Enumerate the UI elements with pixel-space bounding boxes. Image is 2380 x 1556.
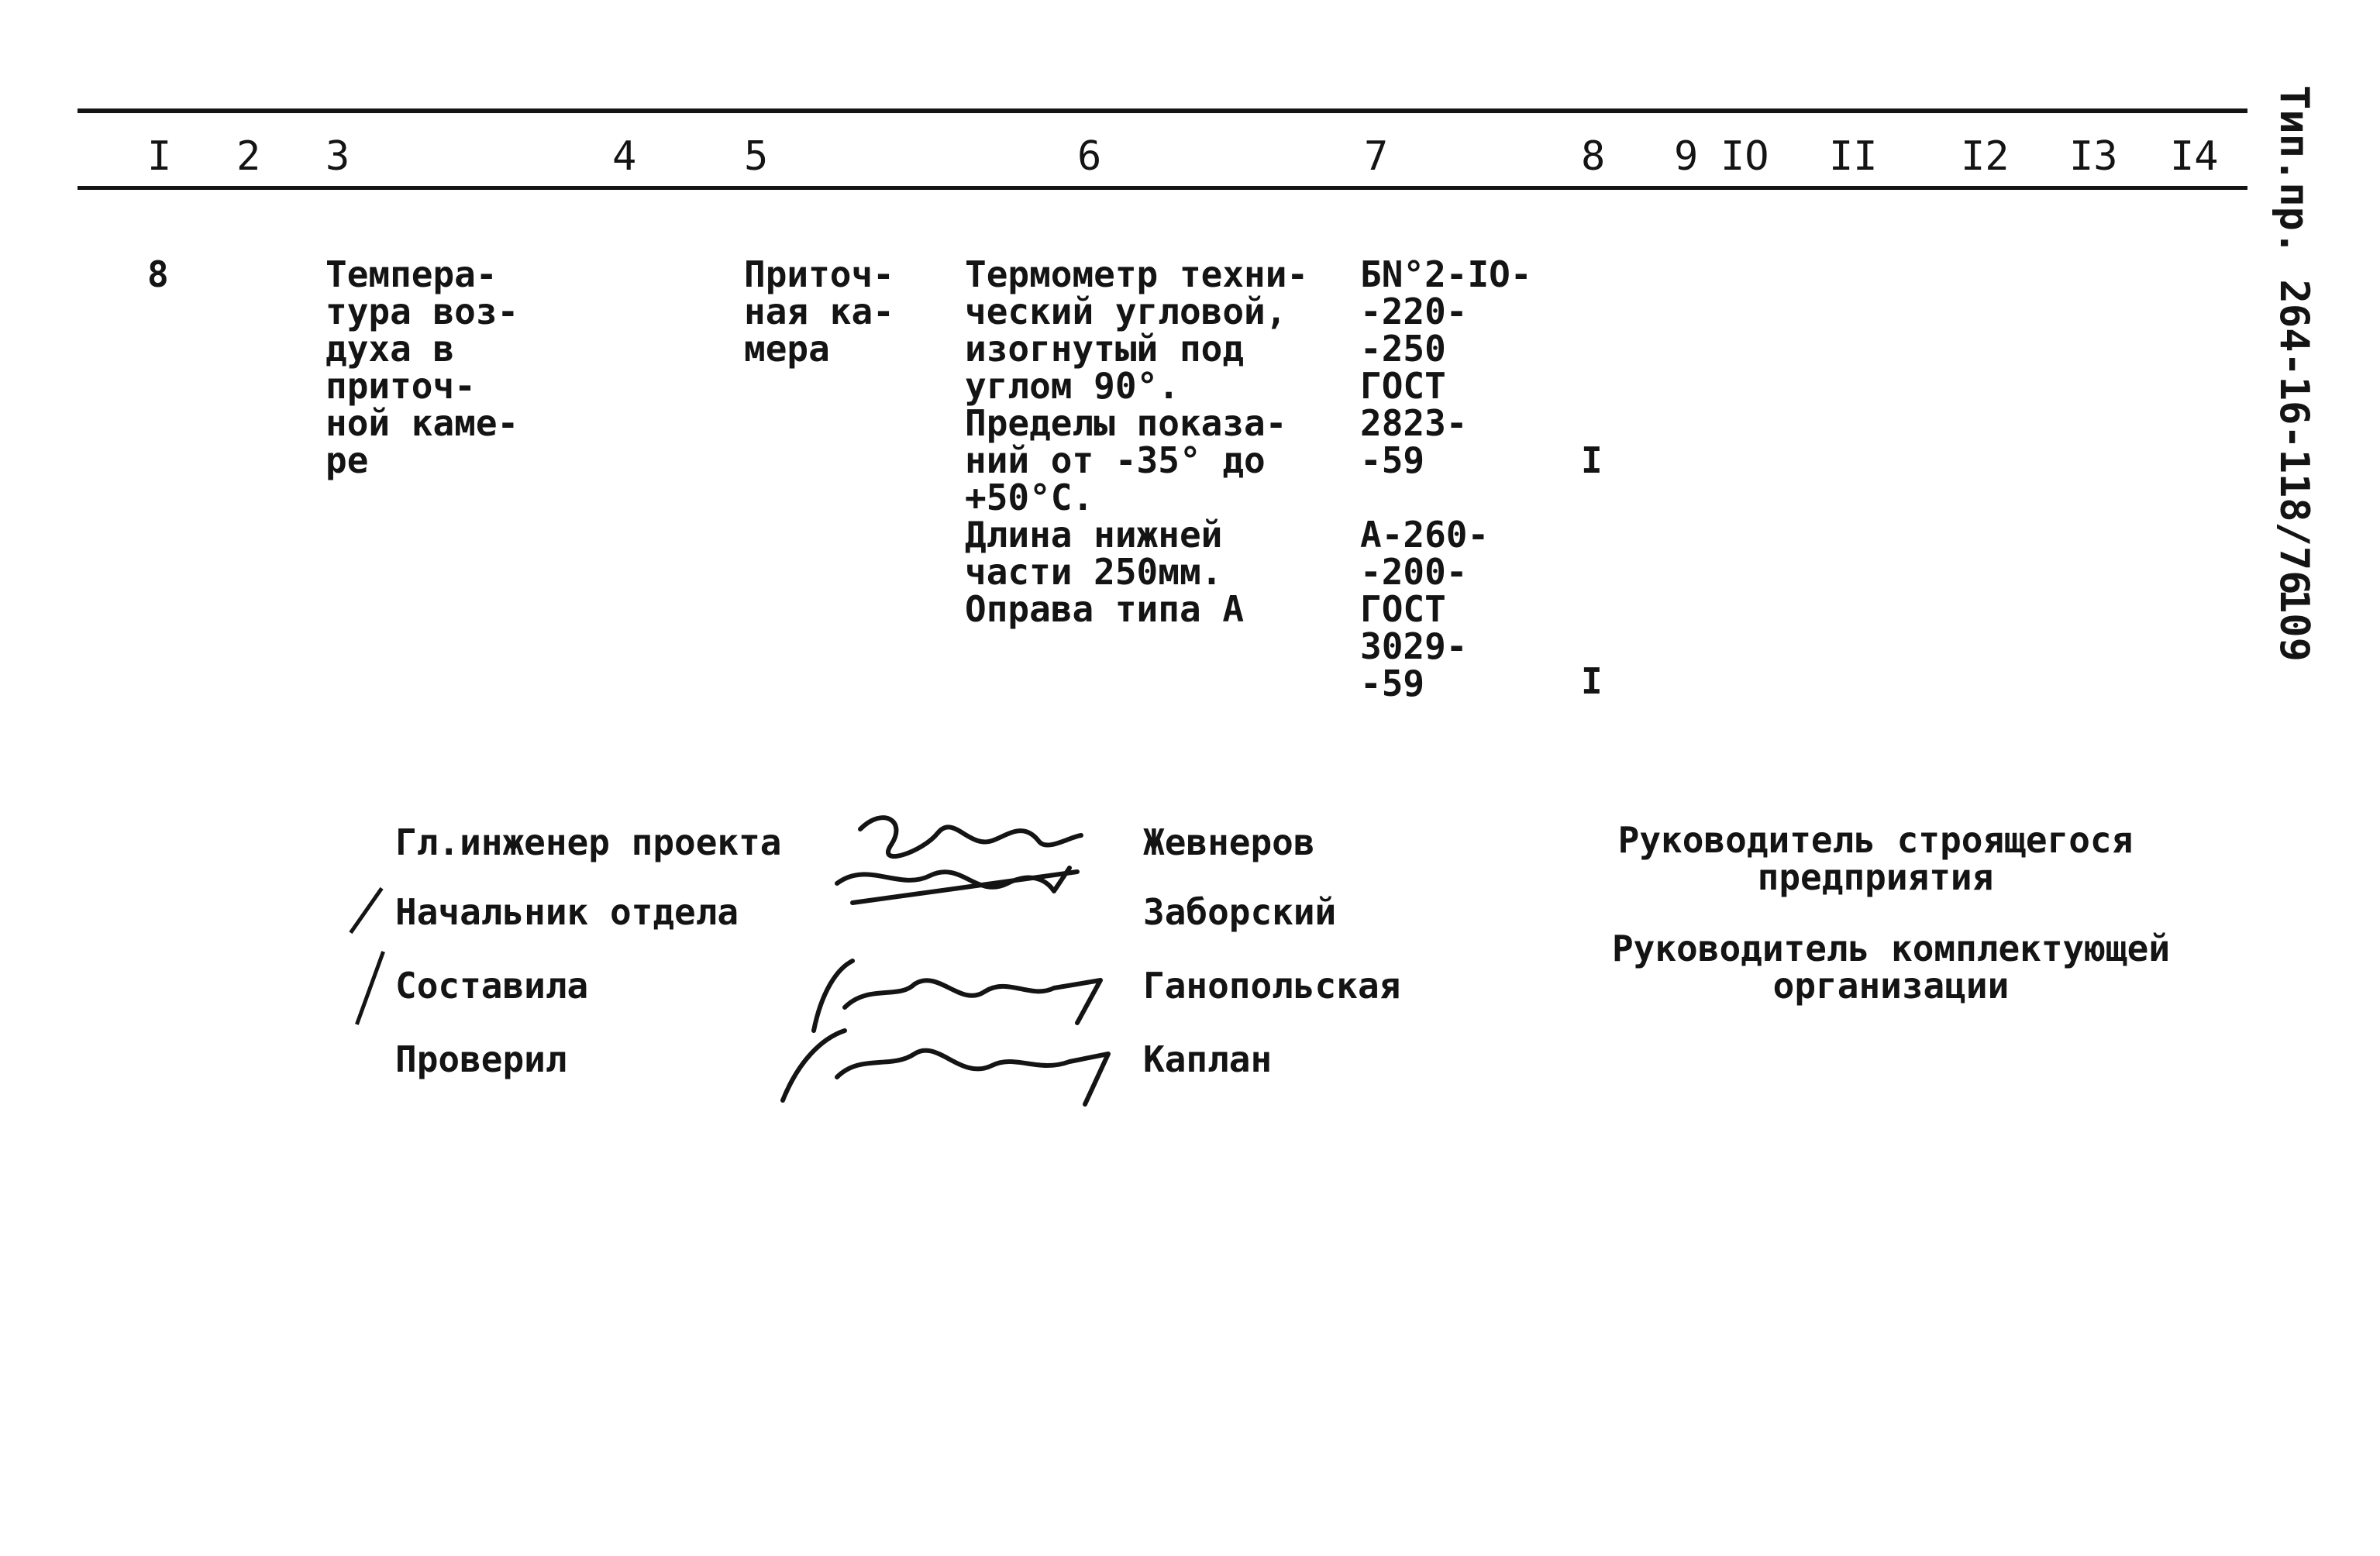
signature-role: Проверил [395, 1038, 567, 1080]
signature-scribble [837, 868, 1077, 903]
signature-name: Жевнеров [1143, 821, 1315, 863]
document-code: Тип.пр. 264-16-118/76 [2271, 85, 2317, 595]
column-number: 8 [1581, 133, 1606, 180]
signature-name: Ганопольская [1143, 965, 1401, 1007]
column-number: 3 [325, 133, 350, 180]
quantity-cell-1: I [1581, 439, 1603, 481]
parameter-cell: Темпера- тура воз- духа в приточ- ной каме- ре [325, 253, 519, 481]
spec-cell-2: А-260- -200- ГОСТ 3029- -59 [1360, 514, 1490, 704]
quantity-cell-2: I [1581, 660, 1603, 702]
column-number: 9 [1674, 133, 1699, 180]
column-number: II [1829, 133, 1878, 180]
column-number: I2 [1961, 133, 2010, 180]
signature-scribble [783, 1031, 1108, 1104]
column-number: 7 [1364, 133, 1389, 180]
column-number: 5 [744, 133, 769, 180]
column-number: 4 [612, 133, 637, 180]
column-number: 2 [236, 133, 261, 180]
approval-label: Руководитель комплектующей организации [1611, 928, 2171, 1007]
page-number: 109 [2271, 589, 2317, 662]
column-number: IO [1720, 133, 1769, 180]
signature-name: Заборский [1143, 891, 1337, 933]
column-number: 6 [1077, 133, 1102, 180]
row-number: 8 [147, 253, 169, 295]
column-number: I4 [2170, 133, 2219, 180]
signature-role: Гл.инженер проекта [395, 821, 782, 863]
column-number: I [147, 133, 172, 180]
location-cell: Приточ- ная ка- мера [744, 253, 894, 370]
signature-name: Каплан [1143, 1038, 1273, 1080]
spec-cell-1: БN°2-IO- -220- -250 ГОСТ 2823- -59 [1360, 253, 1532, 481]
approval-label: Руководитель строящегося предприятия [1617, 819, 2134, 898]
device-description-2: Длина нижней части 250мм. Оправа типа А [965, 514, 1245, 630]
signature-scribble [860, 818, 1081, 856]
column-number: I3 [2069, 133, 2118, 180]
signature-scribble [814, 961, 1100, 1031]
signature-role: Составила [395, 965, 589, 1007]
signature-role: Начальник отдела [395, 891, 739, 933]
device-description-1: Термометр техни- ческий угловой, изогнутый под углом 90°. Пределы показа- ний от -35° до +50°С. [965, 253, 1309, 518]
